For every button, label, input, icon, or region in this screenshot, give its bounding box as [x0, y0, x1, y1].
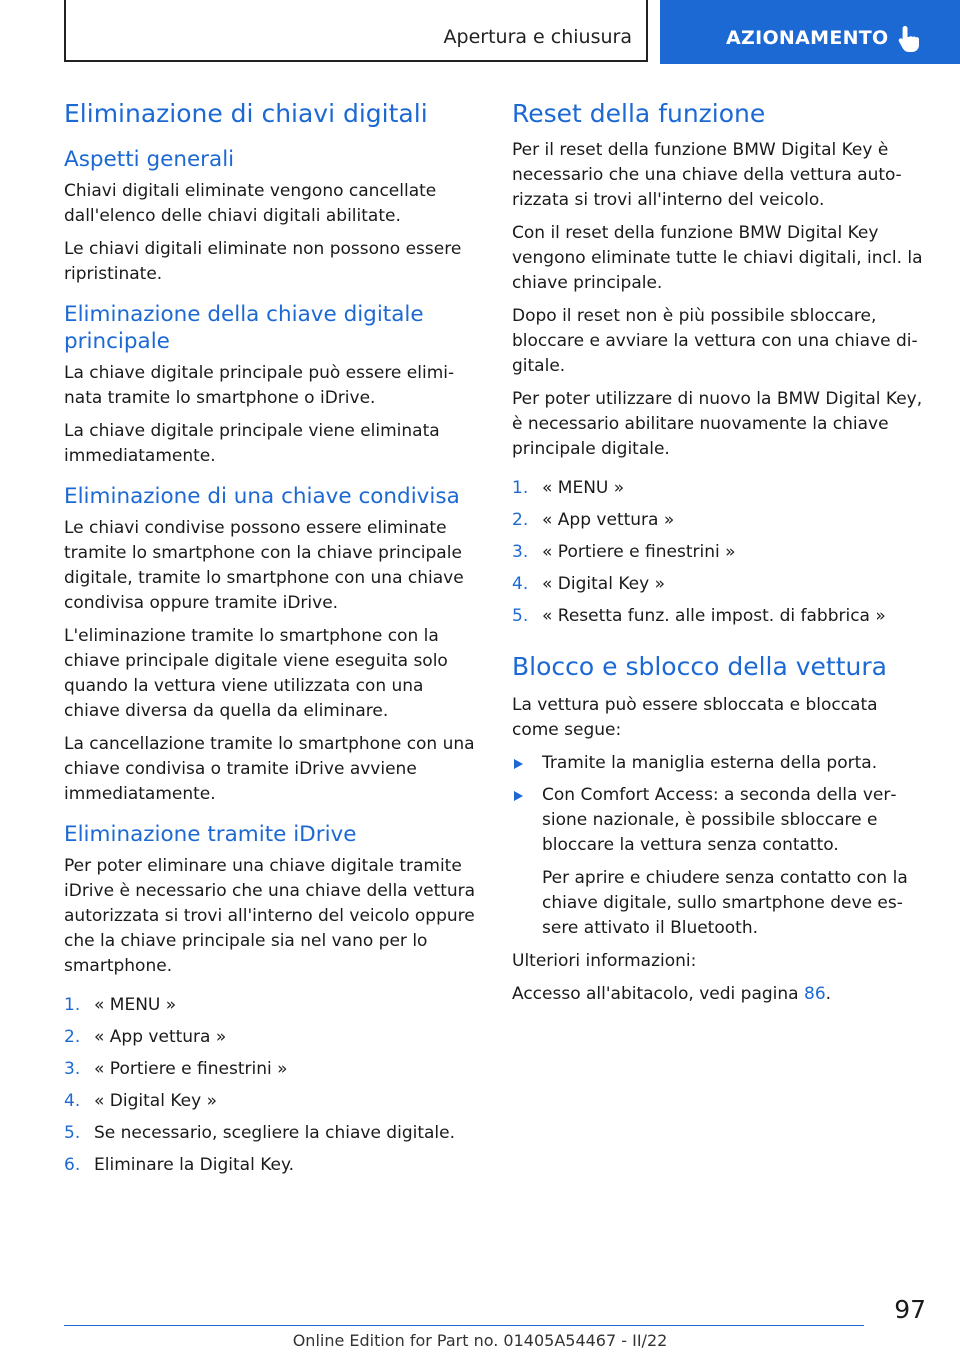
- subheading-delete-shared-key: Eliminazione di una chiave condivisa: [64, 484, 460, 509]
- paragraph-indented: Per aprire e chiudere senza contatto con la chiave digitale, sullo smartphone deve essere attivato il Bluetooth.: [542, 868, 908, 938]
- paragraph: L'eliminazione tramite lo smartphone con la chiave principale digitale viene eseguita solo quando la vettura viene utilizzata con una chiave diversa da quella da eliminare.: [64, 626, 448, 721]
- list-item: 6. Eliminare la Digital Key.: [64, 1155, 295, 1175]
- footer-edition: Online Edition for Part no. 01405A54467 - II/22: [292, 1331, 668, 1350]
- hand-pointer-icon: [896, 24, 922, 54]
- paragraph: Per il reset della funzione BMW Digital Key è necessario che una chiave della vettura autorizzata si trovi all'interno del veicolo.: [512, 140, 902, 210]
- subheading-delete-via-idrive: Eliminazione tramite iDrive: [64, 822, 357, 847]
- section-heading-delete-keys: Eliminazione di chiavi digitali: [64, 99, 428, 128]
- list-item: 5. Se necessario, scegliere la chiave digitale.: [64, 1123, 456, 1143]
- chapter-tab: [660, 0, 960, 64]
- page-reference-link[interactable]: 86: [804, 984, 826, 1004]
- paragraph: La chiave digitale principale viene eliminata immediatamente.: [64, 421, 440, 466]
- triangle-bullet-icon: [514, 759, 523, 769]
- paragraph: Per poter utilizzare di nuovo la BMW Digital Key, è necessario abilitare nuovamente la chiave principale digitale.: [512, 389, 923, 459]
- left-column: [64, 98, 476, 1185]
- paragraph: Dopo il reset non è più possibile sbloccare, bloccare e avviare la vettura con una chiave digitale.: [512, 306, 918, 376]
- subheading-general: Aspetti generali: [64, 147, 235, 172]
- section-heading-reset: Reset della funzione: [512, 99, 766, 128]
- section-title: Apertura e chiusura: [443, 26, 632, 48]
- list-item: 4. « Digital Key »: [64, 1091, 217, 1111]
- paragraph: La cancellazione tramite lo smartphone con una chiave condivisa o tramite iDrive avviene immediatamente.: [64, 734, 475, 804]
- list-item: 2. « App vettura »: [64, 1027, 227, 1047]
- list-item: 1. « MENU »: [512, 478, 625, 498]
- section-heading-lock-unlock: Blocco e sblocco della vettura: [512, 652, 887, 681]
- chapter-title: AZIONAMENTO: [726, 27, 889, 49]
- paragraph: Ulteriori informazioni:: [512, 951, 697, 971]
- list-item: 5. « Resetta funz. alle impost. di fabbrica »: [512, 606, 886, 626]
- paragraph: Le chiavi condivise possono essere eliminate tramite lo smartphone con la chiave principale digitale, tramite lo smartphone con una chiave condivisa oppure tramite iDrive.: [64, 518, 464, 613]
- paragraph: Per poter eliminare una chiave digitale tramite iDrive è necessario che una chiave della vettura autorizzata si trovi all'interno del veicolo oppure che la chiave principale sia nel vano per lo smartphone.: [64, 856, 476, 976]
- right-column: [512, 98, 926, 1015]
- page-header: [0, 0, 960, 66]
- list-item: 4. « Digital Key »: [512, 574, 665, 594]
- subheading-delete-master-key: Eliminazione della chiave digitale principale: [64, 302, 424, 354]
- footer-divider: [64, 1325, 864, 1326]
- list-item: 2. « App vettura »: [512, 510, 675, 530]
- paragraph: La vettura può essere sbloccata e bloccata come segue:: [512, 695, 878, 740]
- paragraph: Le chiavi digitali eliminate non possono essere ripristinate.: [64, 239, 462, 284]
- paragraph-cross-reference: Accesso all'abitacolo, vedi pagina 86.: [512, 984, 832, 1004]
- list-item: 3. « Portiere e finestrini »: [64, 1059, 288, 1079]
- section-tab: [64, 0, 648, 62]
- list-item: Tramite la maniglia esterna della porta.: [512, 751, 926, 776]
- bullet-list-lock-methods: [512, 751, 926, 858]
- paragraph: La chiave digitale principale può essere eliminata tramite lo smartphone o iDrive.: [64, 363, 455, 408]
- steps-list-reset: [512, 476, 926, 629]
- list-item: 3. « Portiere e finestrini »: [512, 542, 736, 562]
- list-item: Con Comfort Access: a seconda della versione nazionale, è possibile sbloccare e bloccare la vettura senza contatto.: [512, 783, 926, 858]
- steps-list-delete: [64, 993, 476, 1178]
- list-item: 1. « MENU »: [64, 995, 177, 1015]
- triangle-bullet-icon: [514, 791, 523, 801]
- page-number: 97: [894, 1295, 926, 1324]
- paragraph: Chiavi digitali eliminate vengono cancellate dall'elenco delle chiavi digitali abilitate.: [64, 181, 437, 226]
- paragraph: Con il reset della funzione BMW Digital Key vengono eliminate tutte le chiavi digitali, incl. la chiave principale.: [512, 223, 923, 293]
